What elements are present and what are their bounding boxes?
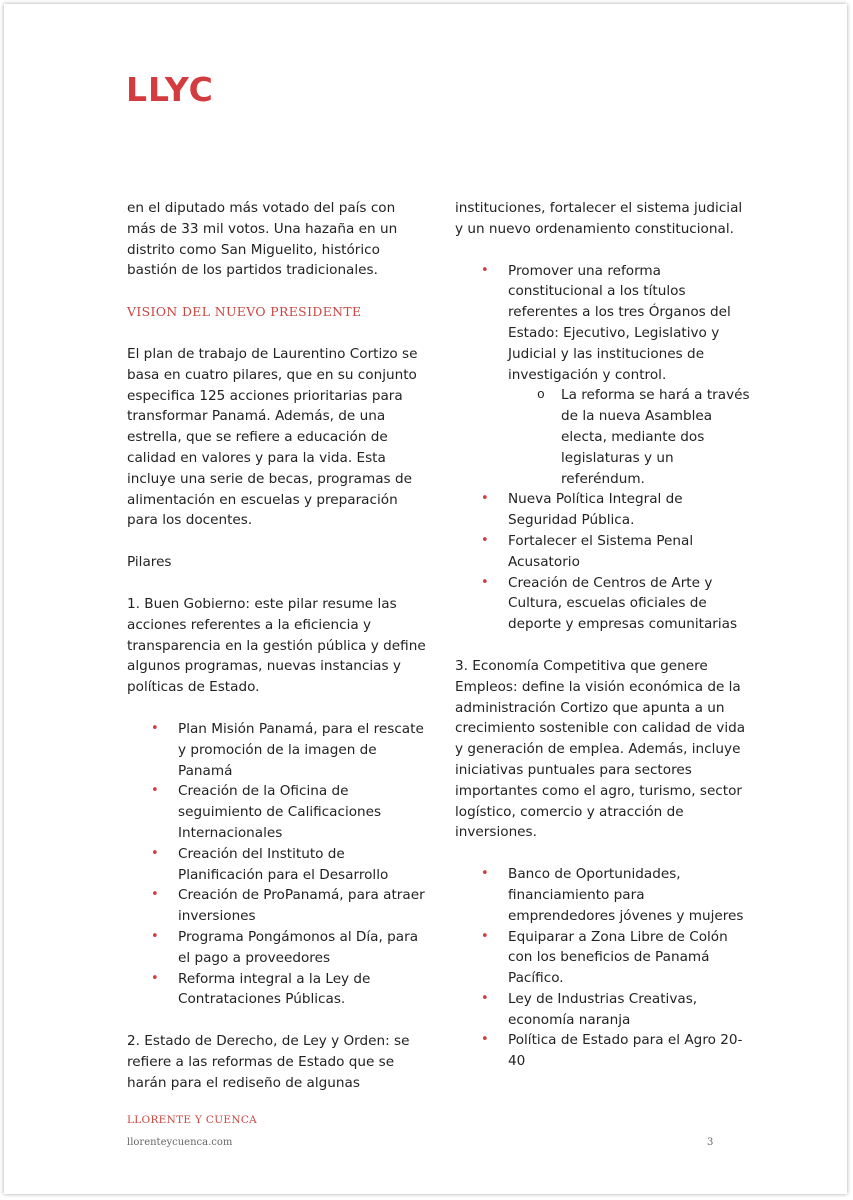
list-item: • Equiparar a Zona Libre de Colón con los beneficios de Panamá Pacífico.	[455, 927, 750, 989]
sub-list-item: o La reforma se hará a través de la nueva Asamblea electa, mediante dos legislaturas y un referéndum.	[455, 385, 750, 489]
list-item: • Programa Pongámonos al Día, para el pago a proveedores	[127, 927, 427, 969]
list-item: • Plan Misión Panamá, para el rescate y promoción de la imagen de Panamá	[127, 719, 427, 781]
list-item: • Nueva Política Integral de Seguridad Pública.	[455, 489, 750, 531]
pillar-3-paragraph: 3. Economía Competitiva que genere Empleos: define la visión económica de la administración Cortizo que apunta a un crecimiento sostenible con calidad de vida y generación de emplea. Además, incluye iniciativas puntuales para sectores importantes como el agro, turismo, sector logístico, comercio y atracción de inversiones.	[455, 657, 746, 841]
list-item: • Creación de ProPanamá, para atraer inversiones	[127, 885, 427, 927]
list-item: • Fortalecer el Sistema Penal Acusatorio	[455, 531, 750, 573]
footer-url: llorenteycuenca.com	[127, 1137, 233, 1148]
list-item: • Reforma integral a la Ley de Contrataciones Públicas.	[127, 969, 427, 1011]
pillar-1-paragraph: 1. Buen Gobierno: este pilar resume las acciones referentes a la eficiencia y transparencia en la gestión pública y define algunos programas, nuevas instancias y políticas de Estado.	[127, 595, 426, 696]
left-column	[127, 198, 427, 1093]
pillar-3-list	[455, 864, 750, 1072]
footer-brand: LLORENTE Y CUENCA	[127, 1114, 258, 1126]
list-item: • Promover una reforma constitucional a los títulos referentes a los tres Órganos del Estado: Ejecutivo, Legislativo y Judicial y las instituciones de investigación y control.	[455, 261, 750, 386]
list-item: • Banco de Oportunidades, financiamiento para emprendedores jóvenes y mujeres	[455, 864, 750, 926]
list-item: • Ley de Industrias Creativas, economía naranja	[455, 989, 750, 1031]
list-item: • Creación del Instituto de Planificación para el Desarrollo	[127, 844, 427, 886]
pilares-label: Pilares	[127, 554, 172, 571]
plan-paragraph: El plan de trabajo de Laurentino Cortizo se basa en cuatro pilares, que en su conjunto especifica 125 acciones prioritarias para transformar Panamá. Además, de una estrella, que se refiere a educación de calidad en valores y para la vida. Esta incluye una serie de becas, programas de alimentación en escuelas y preparación para los docentes.	[127, 345, 418, 529]
list-item: • Creación de Centros de Arte y Cultura, escuelas oficiales de deporte y empresas comunitarias	[455, 573, 750, 635]
list-item: • Política de Estado para el Agro 20-40	[455, 1030, 750, 1072]
pillar-1-list	[127, 719, 427, 1010]
list-item: • Creación de la Oficina de seguimiento de Calificaciones Internacionales	[127, 781, 427, 843]
pillar-2-paragraph: 2. Estado de Derecho, de Ley y Orden: se refiere a las reformas de Estado que se harán para el rediseño de algunas	[127, 1033, 410, 1091]
pillar-2-list	[455, 261, 750, 386]
llyc-logo: LLYC	[126, 70, 214, 109]
continuation-paragraph: instituciones, fortalecer el sistema judicial y un nuevo ordenamiento constitucional.	[455, 200, 743, 237]
intro-paragraph: en el diputado más votado del país con más de 33 mil votos. Una hazaña en un distrito como San Miguelito, histórico bastión de los partidos tradicionales.	[127, 200, 398, 279]
right-column	[455, 198, 750, 1072]
pillar-2-list-continued	[455, 489, 750, 635]
pillar-2-sublist	[455, 385, 750, 489]
page-number: 3	[707, 1137, 714, 1148]
section-heading: VISION DEL NUEVO PRESIDENTE	[127, 304, 362, 320]
